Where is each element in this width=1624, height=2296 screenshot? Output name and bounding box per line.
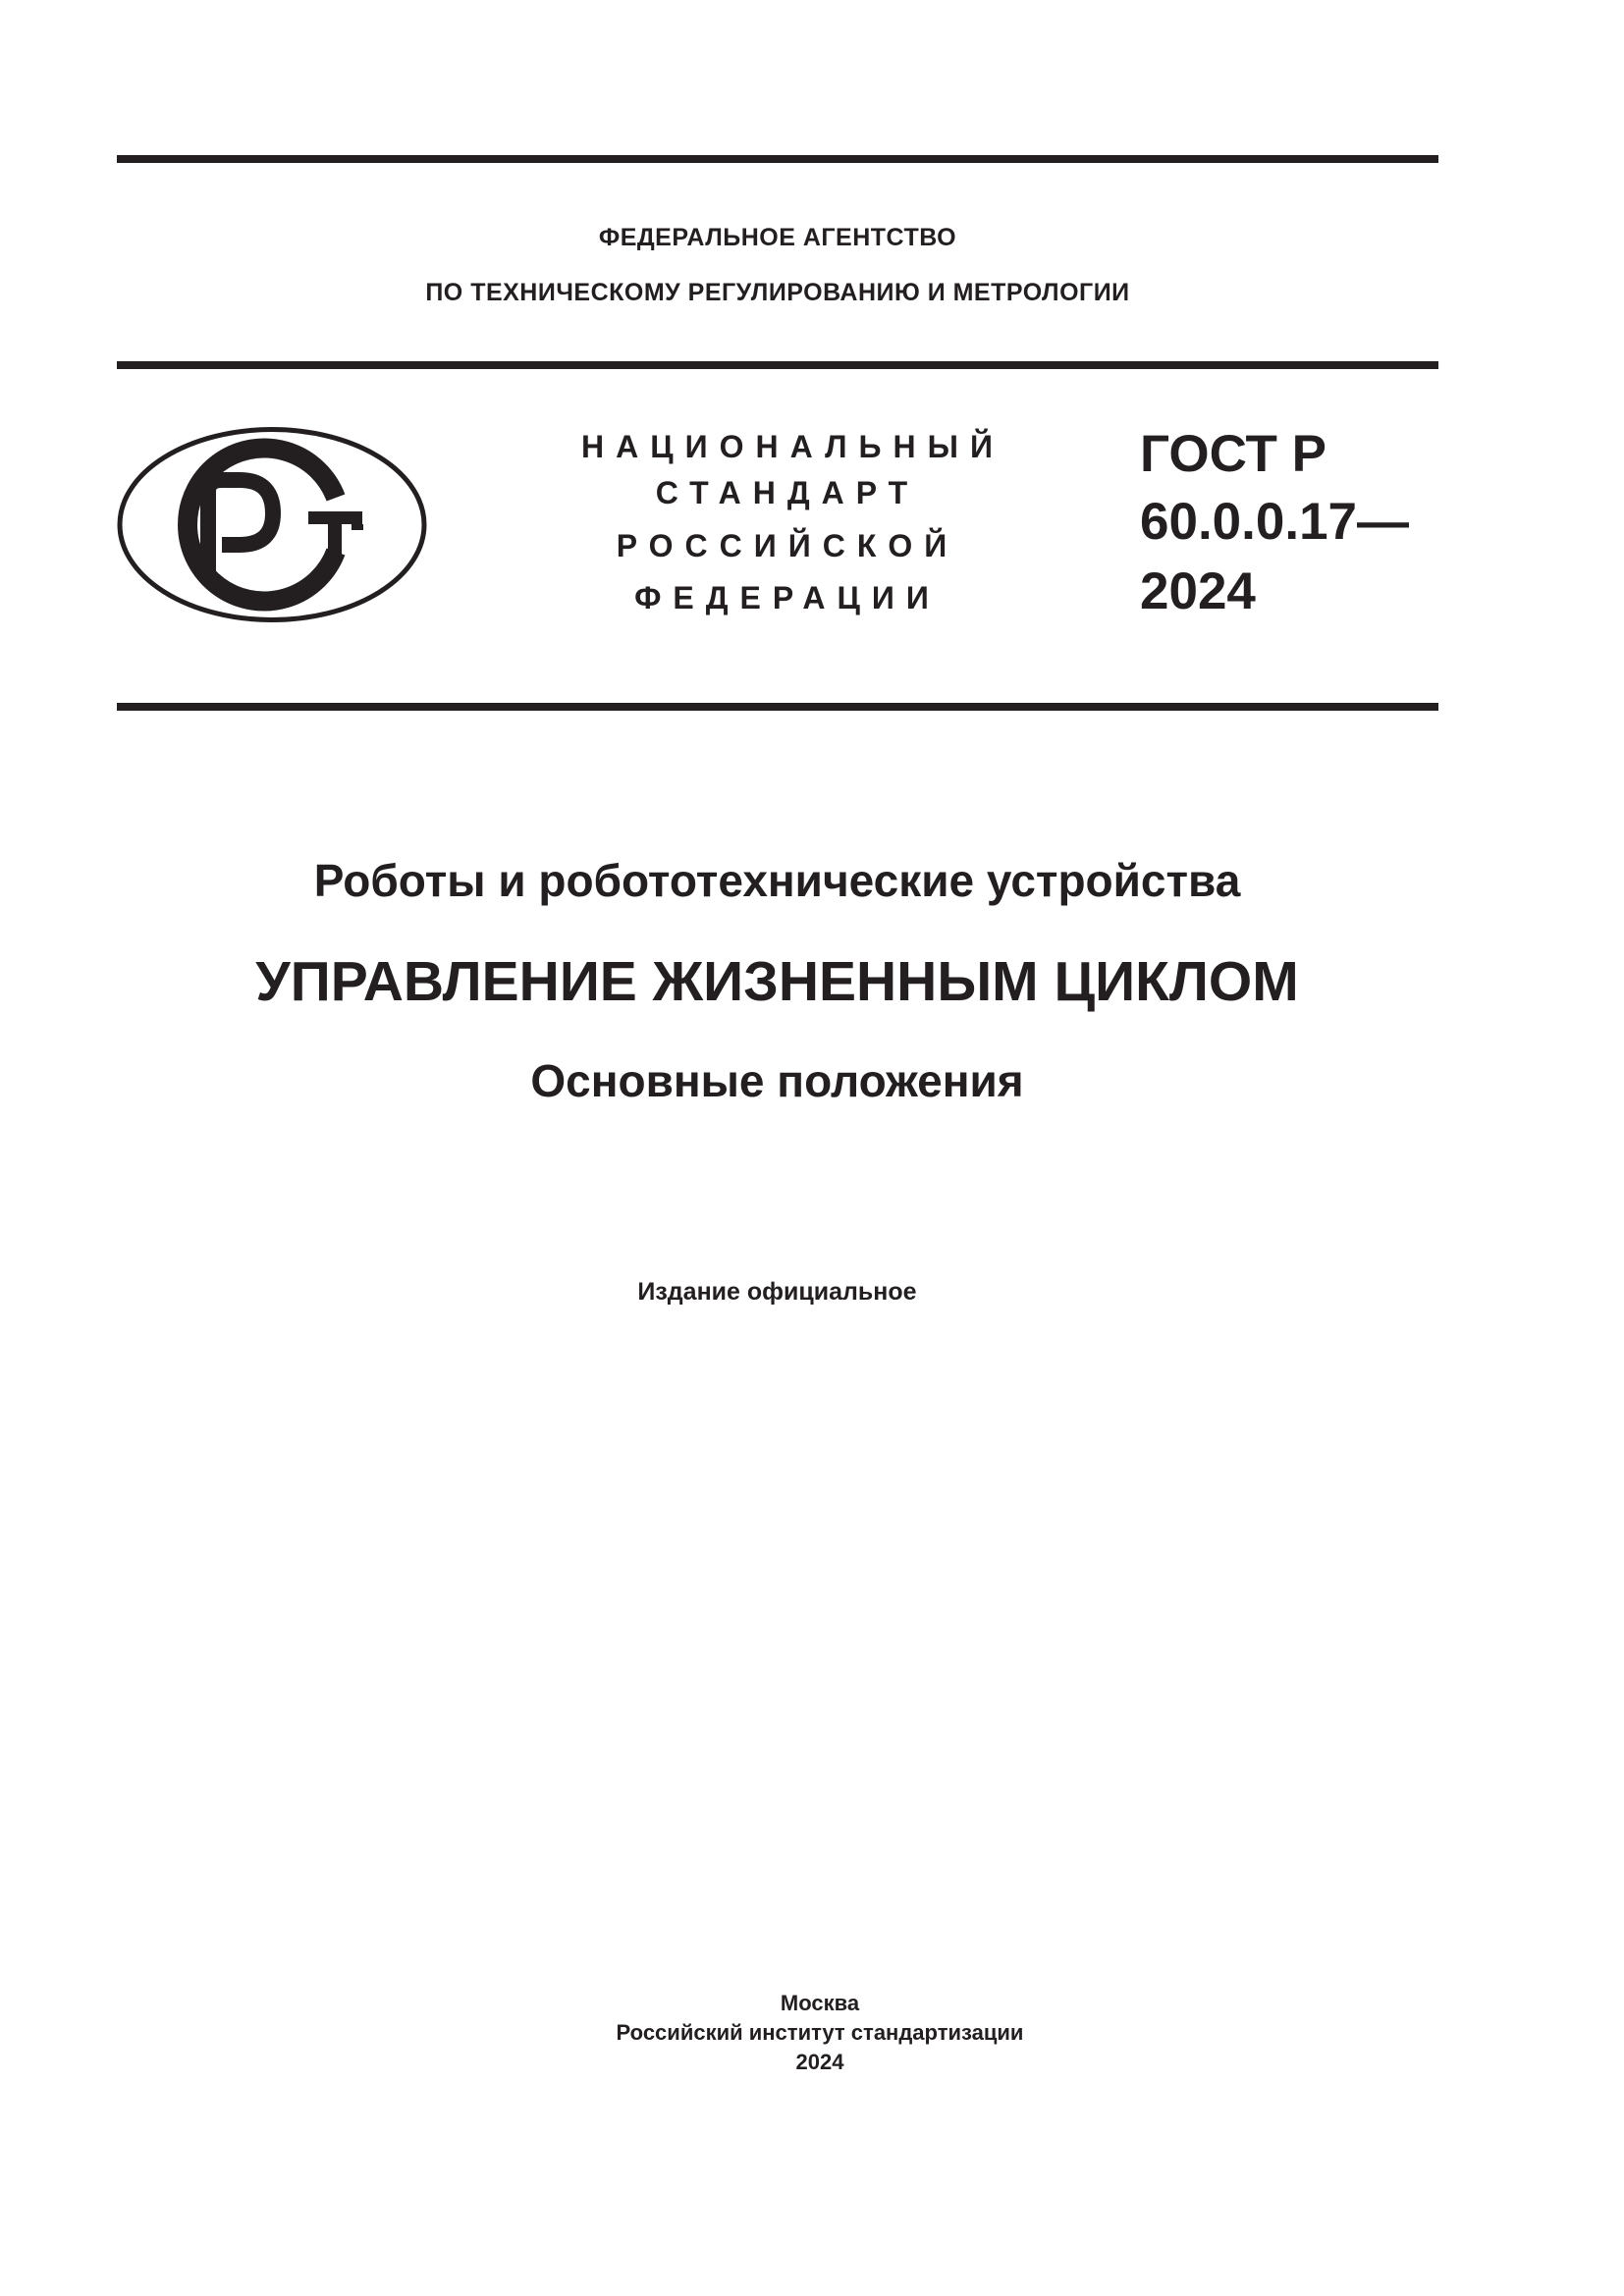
national-standard-line-4: ФЕДЕРАЦИИ — [634, 580, 941, 615]
national-standard-line-2: СТАНДАРТ — [655, 475, 920, 510]
header-rule — [117, 361, 1438, 369]
top-rule — [117, 155, 1438, 163]
main-title: УПРАВЛЕНИЕ ЖИЗНЕННЫМ ЦИКЛОМ — [255, 950, 1299, 1013]
agency-line-2: ПО ТЕХНИЧЕСКОМУ РЕГУЛИРОВАНИЮ И МЕТРОЛОГИИ — [425, 279, 1130, 306]
national-standard-line-1: НАЦИОНАЛЬНЫЙ — [581, 429, 1004, 464]
agency-line-1: ФЕДЕРАЛЬНОЕ АГЕНТСТВО — [598, 224, 957, 251]
subtitle: Основные положения — [530, 1055, 1024, 1106]
rst-mark-icon — [116, 425, 428, 624]
logo-rule — [117, 703, 1438, 711]
national-standard-line-3: РОССИЙСКОЙ — [616, 528, 959, 563]
footer-city: Москва — [780, 1991, 860, 2015]
group-title: Роботы и робототехнические устройства — [313, 855, 1241, 906]
footer-publisher: Российский институт стандартизации — [616, 2020, 1024, 2045]
gost-designation-line-2: 60.0.0.17— — [1140, 493, 1410, 551]
gost-designation-line-3: 2024 — [1140, 562, 1256, 620]
edition-label: Издание официальное — [637, 1278, 917, 1306]
footer-year: 2024 — [795, 2050, 844, 2074]
gost-designation-line-1: ГОСТ Р — [1140, 425, 1326, 483]
